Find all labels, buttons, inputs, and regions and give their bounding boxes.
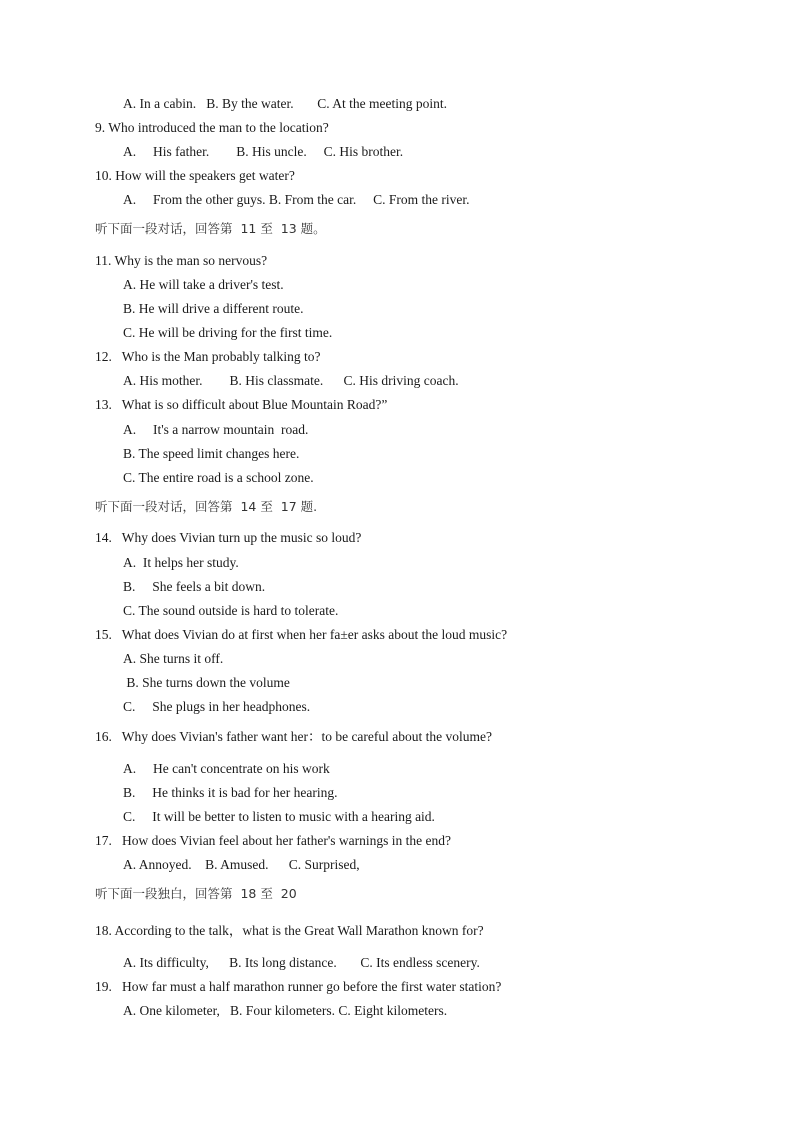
question-13: 13. What is so difficult about Blue Mountain Road?” <box>95 397 388 412</box>
option-line: C. The sound outside is hard to tolerate. <box>123 603 339 618</box>
question-10: 10. How will the speakers get water? <box>95 168 295 183</box>
option-line: A. Its difficulty, B. Its long distance. C. Its endless scenery. <box>123 955 480 970</box>
question-18: 18. According to the talk，what is the Great Wall Marathon known for? <box>95 923 484 938</box>
option-line: A. She turns it off. <box>123 651 224 666</box>
question-9: 9. Who introduced the man to the location? <box>95 120 329 135</box>
option-line: A. He can't concentrate on his work <box>123 761 330 776</box>
option-line: C. She plugs in her headphones. <box>123 699 311 714</box>
option-line: A. It helps her study. <box>123 555 239 570</box>
option-line: B. The speed limit changes here. <box>123 446 300 461</box>
question-15: 15. What does Vivian do at first when her fa±er asks about the loud music? <box>95 627 508 642</box>
option-line: C. It will be better to listen to music with a hearing aid. <box>123 809 435 824</box>
option-line: B. He thinks it is bad for her hearing. <box>123 785 338 800</box>
section-heading: 听下面一段对话，回答第 11 至 13 题。 <box>95 221 326 236</box>
option-line: B. She feels a bit down. <box>123 579 266 594</box>
section-heading: 听下面一段对话，回答第 14 至 17 题. <box>95 499 318 514</box>
question-16: 16. Why does Vivian's father want her：to be careful about the volume? <box>95 729 493 744</box>
option-line: B. She turns down the volume <box>123 675 290 690</box>
option-line: A. It's a narrow mountain road. <box>123 422 309 437</box>
question-14: 14. Why does Vivian turn up the music so loud? <box>95 530 362 545</box>
question-17: 17. How does Vivian feel about her father's warnings in the end? <box>95 833 452 848</box>
option-line: B. He will drive a different route. <box>123 301 304 316</box>
question-19: 19. How far must a half marathon runner go before the first water station? <box>95 979 502 994</box>
option-line: C. He will be driving for the first time. <box>123 325 333 340</box>
question-12: 12. Who is the Man probably talking to? <box>95 349 321 364</box>
option-line: A. From the other guys. B. From the car. C. From the river. <box>123 192 470 207</box>
option-line: A. In a cabin. B. By the water. C. At the meeting point. <box>123 96 447 111</box>
option-line: A. One kilometer, B. Four kilometers. C. Eight kilometers. <box>123 1003 448 1018</box>
option-line: A. His mother. B. His classmate. C. His driving coach. <box>123 373 459 388</box>
section-heading: 听下面一段独白，回答第 18 至 20 <box>95 886 297 901</box>
option-line: A. He will take a driver's test. <box>123 277 284 292</box>
question-11: 11. Why is the man so nervous? <box>95 253 268 268</box>
option-line: A. His father. B. His uncle. C. His brother. <box>123 144 404 159</box>
option-line: C. The entire road is a school zone. <box>123 470 314 485</box>
option-line: A. Annoyed. B. Amused. C. Surprised, <box>123 857 360 872</box>
